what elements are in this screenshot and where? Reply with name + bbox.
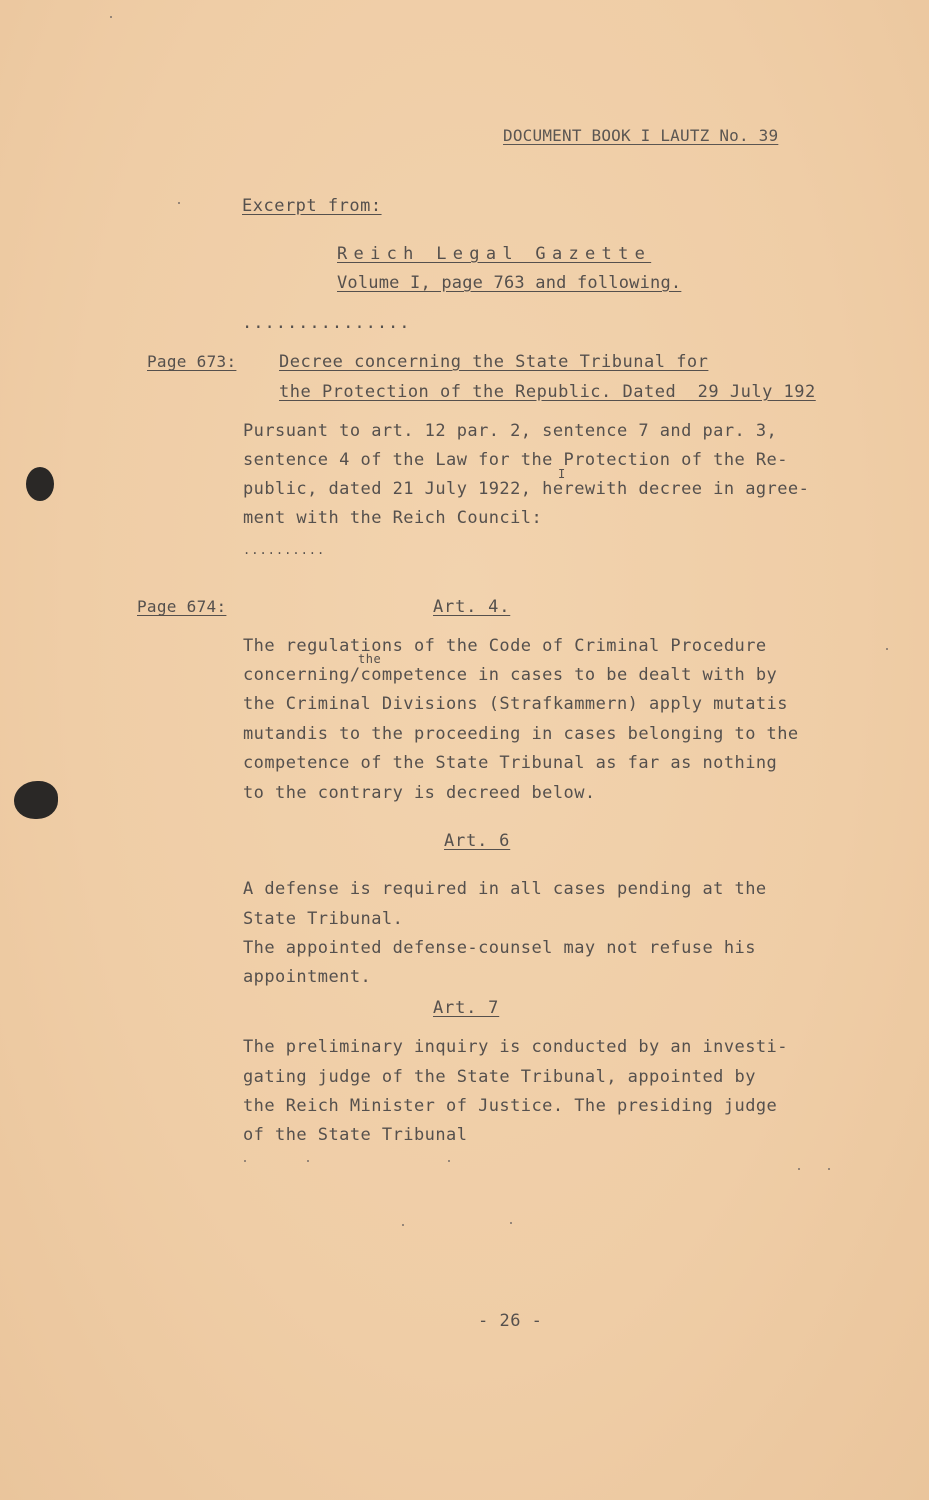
art-4-line-5: competence of the State Tribunal as far as nothing bbox=[243, 753, 778, 773]
art-4-line-1: The regulations of the Code of Criminal Procedure bbox=[243, 636, 767, 656]
margin-page-674: Page 674: bbox=[137, 597, 227, 616]
paper-speck bbox=[828, 1168, 830, 1170]
paper-speck bbox=[110, 16, 112, 18]
paper-speck bbox=[178, 202, 180, 204]
excerpt-label: Excerpt from: bbox=[242, 196, 382, 216]
preamble-line-2: sentence 4 of the Law for the Protection of the Re- bbox=[243, 450, 788, 470]
decree-title-line-1: Decree concerning the State Tribunal for bbox=[279, 352, 709, 372]
paper-speck bbox=[402, 1224, 404, 1226]
art-4-heading: Art. 4. bbox=[433, 597, 511, 617]
preamble-line-3: public, dated 21 July 1922, herewith decree in agree- bbox=[243, 479, 810, 499]
art-4-insertion: the bbox=[358, 652, 382, 666]
page-number: - 26 - bbox=[478, 1311, 543, 1331]
art-6-line-2: State Tribunal. bbox=[243, 909, 404, 929]
preamble-line-1: Pursuant to art. 12 par. 2, sentence 7 and par. 3, bbox=[243, 421, 778, 441]
art-6-line-4: appointment. bbox=[243, 967, 372, 987]
source-title: Reich Legal Gazette bbox=[337, 244, 652, 264]
art-6-heading: Art. 6 bbox=[444, 831, 511, 851]
art-7-line-4: of the State Tribunal bbox=[243, 1125, 468, 1145]
art-7-line-3: the Reich Minister of Justice. The presiding judge bbox=[243, 1096, 778, 1116]
paper-speck bbox=[886, 648, 888, 650]
preamble-line-4: ment with the Reich Council: bbox=[243, 508, 543, 528]
art-6-line-3: The appointed defense-counsel may not refuse his bbox=[243, 938, 756, 958]
separator-dots: ............... bbox=[242, 313, 411, 333]
margin-page-673: Page 673: bbox=[147, 352, 237, 371]
separator-dots: .......... bbox=[243, 543, 326, 557]
paper-speck bbox=[798, 1168, 800, 1170]
paper-speck bbox=[244, 1160, 246, 1162]
paper-speck bbox=[307, 1160, 309, 1162]
insertion-mark: I bbox=[558, 467, 566, 481]
punch-hole-icon bbox=[26, 467, 54, 501]
source-volume: Volume I, page 763 and following. bbox=[337, 273, 682, 293]
art-4-line-2: concerning/competence in cases to be dealt with by bbox=[243, 665, 778, 685]
document-header: DOCUMENT BOOK I LAUTZ No. 39 bbox=[503, 126, 779, 145]
punch-hole-icon bbox=[14, 781, 58, 819]
art-4-line-6: to the contrary is decreed below. bbox=[243, 783, 596, 803]
decree-title-line-2: the Protection of the Republic. Dated 29 July 192 bbox=[279, 382, 816, 402]
art-7-heading: Art. 7 bbox=[433, 998, 500, 1018]
art-6-line-1: A defense is required in all cases pending at the bbox=[243, 879, 767, 899]
art-7-line-1: The preliminary inquiry is conducted by an investi- bbox=[243, 1037, 788, 1057]
art-7-line-2: gating judge of the State Tribunal, appointed by bbox=[243, 1067, 756, 1087]
art-4-line-3: the Criminal Divisions (Strafkammern) apply mutatis bbox=[243, 694, 788, 714]
paper-speck bbox=[448, 1160, 450, 1162]
paper-speck bbox=[510, 1222, 512, 1224]
art-4-line-4: mutandis to the proceeding in cases belonging to the bbox=[243, 724, 799, 744]
